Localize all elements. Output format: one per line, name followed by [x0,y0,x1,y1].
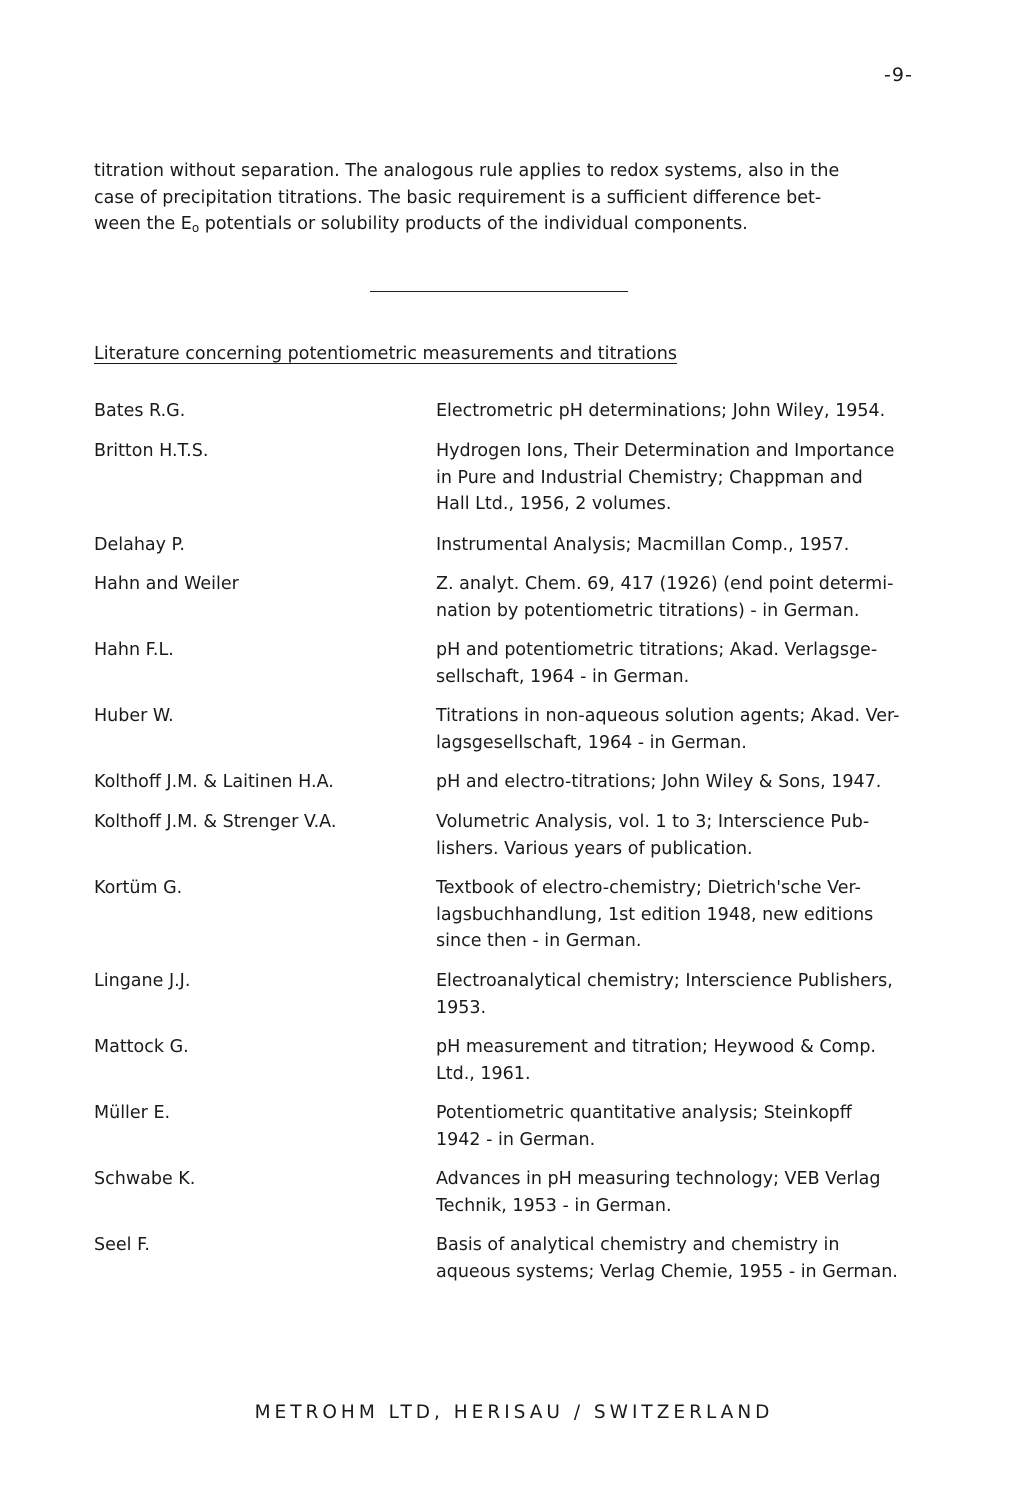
intro-paragraph [94,158,944,242]
reference-author: Huber W. [94,706,174,726]
citation-line: Textbook of electro-chemistry; Dietrich'sche Ver- [436,878,861,898]
citation-line: Z. analyt. Chem. 69, 417 (1926) (end point determi- [436,574,894,594]
reference-author: Kolthoff J.M. & Strenger V.A. [94,812,337,832]
section-heading: Literature concerning potentiometric measurements and titrations [94,344,677,364]
citation-line: 1942 - in German. [436,1129,596,1150]
citation-line: pH measurement and titration; Heywood & Comp. [436,1037,876,1057]
reference-author: Mattock G. [94,1037,189,1057]
intro-line: titration without separation. The analogous rule applies to redox systems, also in the [94,161,840,181]
citation-line: nation by potentiometric titrations) - in German. [436,600,860,621]
reference-author: Seel F. [94,1235,150,1255]
citation-line: pH and electro-titrations; John Wiley & Sons, 1947. [436,772,882,792]
citation-line: Ltd., 1961. [436,1063,531,1084]
reference-citation [436,438,976,518]
reference-citation [436,1166,976,1219]
citation-line: Potentiometric quantitative analysis; Steinkopff [436,1103,852,1123]
citation-line: since then - in German. [436,931,642,951]
reference-citation [436,1232,976,1285]
reference-author: Müller E. [94,1103,171,1123]
citation-line: Electroanalytical chemistry; Interscience Publishers, [436,971,893,991]
citation-line: Technik, 1953 - in German. [436,1195,672,1216]
citation-line: lishers. Various years of publication. [436,838,753,859]
citation-line: Volumetric Analysis, vol. 1 to 3; Interscience Pub- [436,812,870,832]
subscript: o [191,221,200,235]
reference-author: Britton H.T.S. [94,441,209,461]
reference-author: Kortüm G. [94,878,183,898]
reference-author: Hahn and Weiler [94,574,239,594]
reference-author: Hahn F.L. [94,640,174,660]
intro-text: ween the E [94,214,192,234]
citation-line: 1953. [436,997,487,1018]
intro-text: potentials or solubility products of the individual components. [199,214,748,234]
reference-citation [436,968,976,1021]
section-divider [370,291,628,292]
citation-line: Titrations in non-aqueous solution agents; Akad. Ver- [436,706,900,726]
citation-line: pH and potentiometric titrations; Akad. Verlagsge- [436,640,878,660]
reference-citation [436,398,976,425]
citation-line: Basis of analytical chemistry and chemistry in [436,1235,840,1255]
publisher-footer: METROHM LTD, HERISAU / SWITZERLAND [254,1402,774,1423]
intro-line [94,211,944,242]
reference-citation [436,571,976,624]
reference-author: Bates R.G. [94,401,186,421]
citation-line: lagsbuchhandlung, 1st edition 1948, new editions [436,904,874,925]
citation-line: in Pure and Industrial Chemistry; Chappman and [436,467,863,488]
citation-line: Electrometric pH determinations; John Wiley, 1954. [436,401,886,421]
reference-citation [436,637,976,690]
reference-citation [436,1100,976,1153]
citation-line: sellschaft, 1964 - in German. [436,666,690,687]
reference-author: Delahay P. [94,535,185,555]
citation-line: Advances in pH measuring technology; VEB Verlag [436,1169,881,1189]
citation-line: lagsgesellschaft, 1964 - in German. [436,732,747,753]
reference-citation [436,809,976,862]
citation-line: Instrumental Analysis; Macmillan Comp., 1957. [436,535,850,555]
citation-line: Hall Ltd., 1956, 2 volumes. [436,494,672,514]
reference-author: Lingane J.J. [94,971,191,991]
page-number: -9- [884,64,913,86]
intro-line: case of precipitation titrations. The basic requirement is a sufficient difference bet- [94,187,822,208]
reference-citation [436,532,976,559]
citation-line: aqueous systems; Verlag Chemie, 1955 - in German. [436,1261,898,1282]
reference-citation [436,703,976,756]
reference-author: Kolthoff J.M. & Laitinen H.A. [94,772,334,792]
reference-citation [436,769,976,796]
reference-citation [436,1034,976,1087]
citation-line: Hydrogen Ions, Their Determination and Importance [436,441,895,461]
reference-author: Schwabe K. [94,1169,196,1189]
reference-citation [436,875,976,955]
